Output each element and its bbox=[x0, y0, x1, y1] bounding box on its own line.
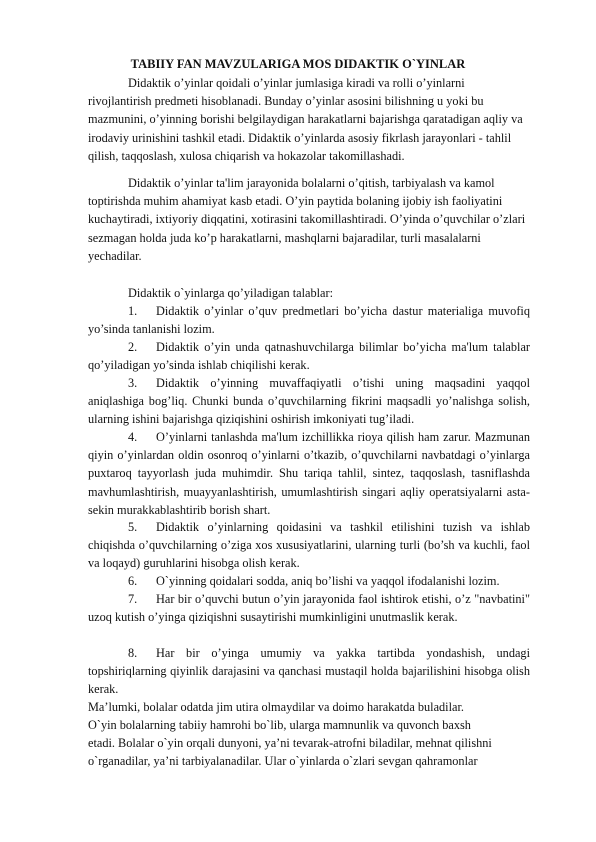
requirement-item-4 bbox=[88, 428, 530, 519]
requirement-text: Didaktik o’yin unda qatnashuvchilarga bilimlar bo’yicha ma'lum talablar qo’yiladigan yo’sinda ishlab chiqilishi kerak. bbox=[88, 340, 530, 373]
requirements-heading: Didaktik o`yinlarga qo’yiladigan talablar: bbox=[128, 286, 334, 300]
requirement-number: 6. bbox=[128, 574, 138, 588]
intro-paragraph-1: Didaktik o’yinlar qoidali o’yinlar jumlasiga kiradi va rolli o’yinlarni rivojlantirish predmeti hisoblanadi. Bunday o’yinlar asosini bilishning u yoki bu mazmunini, o’yinning borishi belgilaydigan harakatlarni bajarishga qaratadigan aqliy va irodaviy urinishini tashkil etadi. Didaktik o’yinlarda asosiy fikrlash jarayonlari - tahlil qilish, taqqoslash, xulosa chiqarish va hokazolar takomillashadi. bbox=[88, 76, 523, 163]
requirement-number: 3. bbox=[128, 376, 138, 390]
closing-line-2: O`yin bolalarning tabiiy hamrohi bo`lib, ularga mamnunlik va quvonch baxsh bbox=[88, 718, 471, 732]
requirement-item-6 bbox=[88, 572, 530, 590]
requirement-number: 2. bbox=[128, 340, 138, 354]
closing-line-1: Ma’lumki, bolalar odatda jim utira olmaydilar va doimo harakatda buladilar. bbox=[88, 700, 464, 714]
intro-paragraph-2: Didaktik o’yinlar ta'lim jarayonida bolalarni o’qitish, tarbiyalash va kamol toptirishda muhim ahamiyat kasb etadi. O’yin paytida bolaning ijobiy ish faoliyatini kuchaytiradi, ixtiyoriy diqqatini, xotirasini takomillashtiradi. O’yinda o’quvchilar o’zlari sezmagan holda juda ko’p harakatlarni, mashqlarni bajaradilar, turli masalalarni yechadilar. bbox=[88, 176, 526, 263]
requirement-text: Didaktik o’yinning muvaffaqiyatli o’tishi uning maqsadini yaqqol aniqlashiga bog’liq. Chunki bunda o’quvchilarning fikrini maqsadli yo’nalishga solish, ularning ishini bajarishga qiziqishini oshirish imkoniyati tug’iladi. bbox=[88, 376, 530, 427]
requirement-text: Har bir o’yinga umumiy va yakka tartibda yondashish, undagi topshiriqlarning qiyinlik darajasini va qanchasi mustaqil holda bajarilishini hisobga olish kerak. bbox=[88, 646, 530, 697]
requirement-item-5 bbox=[88, 518, 530, 573]
requirement-text: Har bir o’quvchi butun o’yin jarayonida faol ishtirok etishi, o’z "navbatini" uzoq kutish o’yinga qiziqishni susaytirishi mumkinligini unutmaslik kerak. bbox=[88, 592, 530, 625]
requirement-item-2 bbox=[88, 338, 530, 374]
requirement-number: 7. bbox=[128, 592, 138, 606]
requirement-text: Didaktik o’yinlarning qoidasini va tashkil etilishini tuzish va ishlab chiqishda o’quvchilarning o’ziga xos xususiyatlarini, ularning turli (bo’sh va kuchli, faol va loqayd) guruhlarini hisobga olish kerak. bbox=[88, 520, 530, 571]
requirement-item-3 bbox=[88, 374, 530, 429]
requirement-number: 8. bbox=[128, 646, 138, 660]
requirement-text: O’yinlarni tanlashda ma'lum izchillikka rioya qilish ham zarur. Mazmunan qiyin o’yinlardan oldin osonroq o’yinlarni o’tkazib, o’quvchilarni navbatdagi o’yinlarga puxtaroq tayyorlash juda muhimdir. Shu tariqa tahlil, sintez, taqqoslash, tasniflashda mavhumlashtirish, muayyanlashtirish, umumlashtirish singari aqliy operatsiyalarni asta-sekin murakkablashtirib borish shart. bbox=[88, 430, 530, 517]
requirement-text: O`yinning qoidalari sodda, aniq bo’lishi va yaqqol ifodalanishi lozim. bbox=[156, 574, 500, 588]
closing-line-4: o`rganadilar, ya’ni tarbiyalanadilar. Ular o`yinlarda o`zlari sevgan qahramonlar bbox=[88, 754, 478, 768]
requirement-number: 5. bbox=[128, 520, 138, 534]
requirement-number: 1. bbox=[128, 304, 138, 318]
requirement-item-7 bbox=[88, 590, 530, 626]
requirement-text: Didaktik o’yinlar o’quv predmetlari bo’yicha dastur materialiga muvofiq yo’sinda tanlanishi lozim. bbox=[88, 304, 530, 337]
requirement-item-1 bbox=[88, 302, 530, 338]
requirement-item-8 bbox=[88, 644, 530, 699]
requirement-number: 4. bbox=[128, 430, 138, 444]
document-title: TABIIY FAN MAVZULARIGA MOS DIDAKTIK O`YINLAR bbox=[130, 57, 466, 71]
closing-line-3: etadi. Bolalar o`yin orqali dunyoni, ya’ni tevarak-atrofni biladilar, mehnat qilishni bbox=[88, 736, 492, 750]
